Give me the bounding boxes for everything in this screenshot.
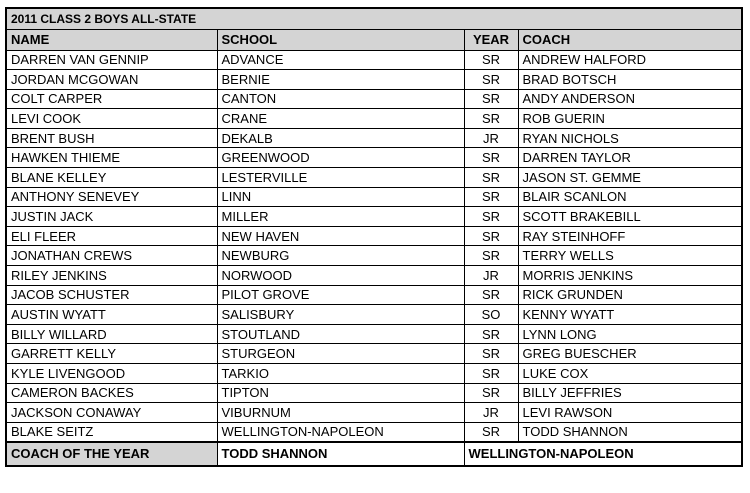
table-row [7, 246, 741, 266]
cell-year: SR [464, 246, 518, 266]
cell-school: CRANE [217, 109, 464, 129]
table-row [7, 168, 741, 188]
table-row [7, 344, 741, 364]
table-row [7, 207, 741, 227]
cell-coach: DARREN TAYLOR [518, 148, 741, 168]
cell-coach: MORRIS JENKINS [518, 266, 741, 286]
cell-coach: BLAIR SCANLON [518, 187, 741, 207]
table-row [7, 70, 741, 90]
cell-coach: TODD SHANNON [518, 422, 741, 442]
cell-school: LINN [217, 187, 464, 207]
cell-year: SR [464, 109, 518, 129]
cell-year: SR [464, 70, 518, 90]
header-row [7, 30, 741, 50]
table-row [7, 403, 741, 423]
cell-name: JORDAN MCGOWAN [7, 70, 217, 90]
cell-name: KYLE LIVENGOOD [7, 364, 217, 384]
cell-name: JONATHAN CREWS [7, 246, 217, 266]
table-row [7, 305, 741, 325]
coach-of-year-label: COACH OF THE YEAR [7, 442, 217, 465]
table-row [7, 109, 741, 129]
cell-school: CANTON [217, 89, 464, 109]
table-row [7, 364, 741, 384]
cell-school: BERNIE [217, 70, 464, 90]
cell-school: STOUTLAND [217, 324, 464, 344]
table-row [7, 324, 741, 344]
cell-year: SR [464, 285, 518, 305]
cell-year: JR [464, 266, 518, 286]
cell-coach: BILLY JEFFRIES [518, 383, 741, 403]
cell-name: JACOB SCHUSTER [7, 285, 217, 305]
cell-year: SR [464, 207, 518, 227]
cell-name: BLANE KELLEY [7, 168, 217, 188]
cell-name: BRENT BUSH [7, 128, 217, 148]
table-row [7, 89, 741, 109]
header-school: SCHOOL [217, 30, 464, 50]
all-state-table [5, 7, 743, 467]
cell-year: SR [464, 148, 518, 168]
cell-school: TARKIO [217, 364, 464, 384]
cell-year: SR [464, 364, 518, 384]
table-row [7, 50, 741, 70]
cell-school: TIPTON [217, 383, 464, 403]
table-row [7, 148, 741, 168]
cell-school: SALISBURY [217, 305, 464, 325]
cell-school: MILLER [217, 207, 464, 227]
cell-name: HAWKEN THIEME [7, 148, 217, 168]
cell-year: SR [464, 226, 518, 246]
cell-name: DARREN VAN GENNIP [7, 50, 217, 70]
cell-school: VIBURNUM [217, 403, 464, 423]
cell-school: GREENWOOD [217, 148, 464, 168]
cell-coach: LYNN LONG [518, 324, 741, 344]
cell-year: SR [464, 422, 518, 442]
cell-year: SR [464, 168, 518, 188]
header-year: YEAR [464, 30, 518, 50]
table-row [7, 422, 741, 442]
table-row [7, 266, 741, 286]
cell-year: JR [464, 128, 518, 148]
cell-coach: LEVI RAWSON [518, 403, 741, 423]
table-row [7, 187, 741, 207]
header-name: NAME [7, 30, 217, 50]
cell-year: SR [464, 187, 518, 207]
coach-of-year-school: WELLINGTON-NAPOLEON [464, 442, 741, 465]
table-title: 2011 CLASS 2 BOYS ALL-STATE [7, 9, 741, 30]
cell-year: SR [464, 50, 518, 70]
cell-year: SR [464, 324, 518, 344]
cell-year: JR [464, 403, 518, 423]
cell-coach: TERRY WELLS [518, 246, 741, 266]
cell-name: RILEY JENKINS [7, 266, 217, 286]
cell-school: PILOT GROVE [217, 285, 464, 305]
coach-of-year-row [7, 442, 741, 465]
cell-school: NEWBURG [217, 246, 464, 266]
cell-school: ADVANCE [217, 50, 464, 70]
cell-coach: GREG BUESCHER [518, 344, 741, 364]
cell-coach: KENNY WYATT [518, 305, 741, 325]
cell-coach: BRAD BOTSCH [518, 70, 741, 90]
cell-coach: RYAN NICHOLS [518, 128, 741, 148]
cell-coach: SCOTT BRAKEBILL [518, 207, 741, 227]
cell-school: NEW HAVEN [217, 226, 464, 246]
cell-year: SO [464, 305, 518, 325]
coach-of-year-name: TODD SHANNON [217, 442, 464, 465]
cell-coach: JASON ST. GEMME [518, 168, 741, 188]
cell-name: LEVI COOK [7, 109, 217, 129]
cell-school: NORWOOD [217, 266, 464, 286]
cell-year: SR [464, 383, 518, 403]
cell-school: WELLINGTON-NAPOLEON [217, 422, 464, 442]
cell-school: LESTERVILLE [217, 168, 464, 188]
cell-coach: LUKE COX [518, 364, 741, 384]
cell-coach: RICK GRUNDEN [518, 285, 741, 305]
cell-name: BILLY WILLARD [7, 324, 217, 344]
cell-name: JACKSON CONAWAY [7, 403, 217, 423]
cell-name: COLT CARPER [7, 89, 217, 109]
cell-school: DEKALB [217, 128, 464, 148]
table-row [7, 383, 741, 403]
cell-school: STURGEON [217, 344, 464, 364]
cell-name: GARRETT KELLY [7, 344, 217, 364]
cell-name: AUSTIN WYATT [7, 305, 217, 325]
cell-coach: ANDY ANDERSON [518, 89, 741, 109]
cell-name: CAMERON BACKES [7, 383, 217, 403]
table-row [7, 285, 741, 305]
table-row [7, 226, 741, 246]
cell-name: BLAKE SEITZ [7, 422, 217, 442]
cell-name: ANTHONY SENEVEY [7, 187, 217, 207]
header-coach: COACH [518, 30, 741, 50]
cell-year: SR [464, 89, 518, 109]
roster-table [7, 30, 741, 465]
cell-coach: ANDREW HALFORD [518, 50, 741, 70]
cell-year: SR [464, 344, 518, 364]
cell-coach: ROB GUERIN [518, 109, 741, 129]
cell-coach: RAY STEINHOFF [518, 226, 741, 246]
table-row [7, 128, 741, 148]
cell-name: JUSTIN JACK [7, 207, 217, 227]
cell-name: ELI FLEER [7, 226, 217, 246]
